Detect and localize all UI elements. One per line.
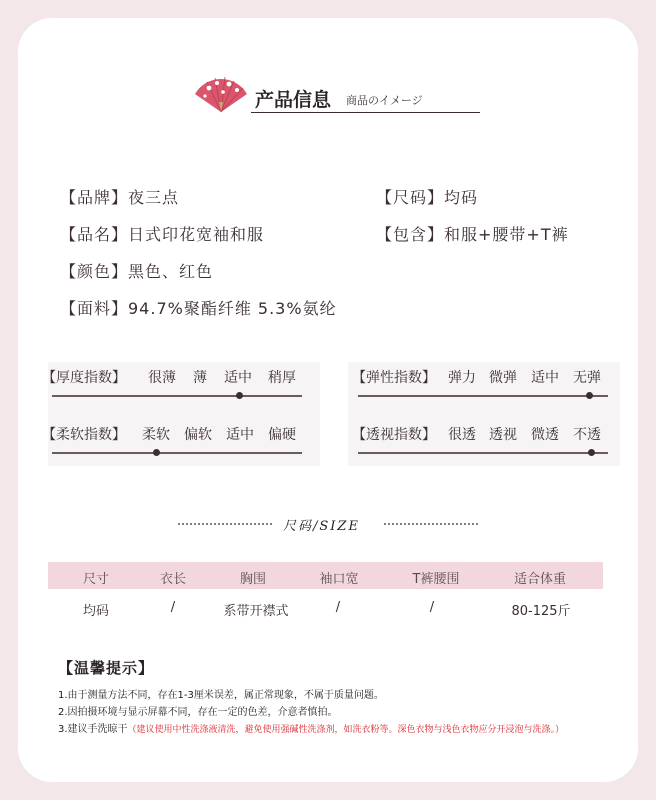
- elasticity-option-3: 适中: [531, 370, 559, 386]
- softness-option-4: 偏硬: [268, 427, 296, 443]
- folding-fan-icon: [193, 72, 249, 114]
- elasticity-marker: [586, 392, 593, 399]
- softness-option-2: 偏软: [184, 427, 212, 443]
- size-cell: /: [335, 600, 341, 615]
- info-includes: 【包含】和服+腰带+T裤: [376, 225, 569, 244]
- size-header-cell: 袖口宽: [319, 572, 359, 587]
- tip-line-3: [58, 720, 564, 735]
- thickness-option-1: 很薄: [148, 370, 176, 386]
- size-cell: 均码: [82, 604, 110, 619]
- transparency-marker: [588, 449, 595, 456]
- thickness-option-4: 稍厚: [268, 370, 296, 386]
- transparency-label: 【透视指数】: [352, 427, 436, 443]
- tip-line-1: 1.由于测量方法不同，存在1-3厘米误差，属正常现象，不属于质量问题。: [58, 690, 384, 701]
- section-title: 产品信息: [255, 89, 332, 111]
- thickness-scale: [52, 395, 302, 397]
- size-header-cell: T裤腰围: [412, 572, 460, 587]
- elasticity-label: 【弹性指数】: [352, 370, 436, 386]
- wash-care-note: （建议使用中性洗涤液清洗，避免使用强碱性洗涤剂，如洗衣粉等。深色衣物与浅色衣物应分开浸泡与洗涤。）: [127, 725, 565, 735]
- softness-option-1: 柔软: [142, 427, 170, 443]
- transparency-option-2: 透视: [489, 427, 517, 443]
- size-cell: 系带开襟式: [223, 604, 289, 619]
- size-header-cell: 适合体重: [513, 572, 567, 587]
- softness-marker: [153, 449, 160, 456]
- transparency-option-4: 不透: [573, 427, 601, 443]
- size-section-title: 尺码/SIZE: [283, 519, 360, 534]
- elasticity-option-4: 无弹: [573, 370, 601, 386]
- info-color: 【颜色】黑色、红色: [60, 262, 214, 281]
- size-cell: /: [429, 600, 435, 615]
- section-subtitle: 商品のイメージ: [346, 94, 423, 107]
- info-brand: 【品牌】夜三点: [60, 188, 180, 207]
- size-title-dots-left: [178, 523, 272, 525]
- tip-line-2: 2.因拍摄环境与显示屏幕不同，存在一定的色差，介意者慎拍。: [58, 707, 338, 718]
- size-title-dots-right: [384, 523, 478, 525]
- size-cell: /: [170, 600, 176, 615]
- elasticity-option-2: 微弹: [489, 370, 517, 386]
- softness-scale: [52, 452, 302, 454]
- size-header-cell: 尺寸: [82, 572, 110, 587]
- thickness-option-3: 适中: [224, 370, 252, 386]
- tip-line-3-prefix: 3.建议手洗晾干: [58, 724, 128, 735]
- info-size: 【尺码】均码: [376, 188, 479, 207]
- softness-label: 【柔软指数】: [42, 427, 126, 443]
- transparency-option-3: 微透: [531, 427, 559, 443]
- size-header-cell: 胸围: [239, 572, 267, 587]
- size-cell: 80-125斤: [511, 604, 571, 619]
- title-underline: [251, 112, 480, 113]
- transparency-scale: [358, 452, 608, 454]
- thickness-option-2: 薄: [193, 370, 207, 386]
- info-fabric: 【面料】94.7%聚酯纤维 5.3%氨纶: [60, 299, 337, 318]
- transparency-option-1: 很透: [448, 427, 476, 443]
- info-product-name: 【品名】日式印花宽袖和服: [60, 225, 265, 244]
- tips-title: 【温馨提示】: [58, 659, 155, 677]
- softness-option-3: 适中: [226, 427, 254, 443]
- thickness-marker: [236, 392, 243, 399]
- thickness-label: 【厚度指数】: [42, 370, 126, 386]
- size-header-cell: 衣长: [159, 572, 187, 587]
- elasticity-option-1: 弹力: [448, 370, 476, 386]
- elasticity-scale: [358, 395, 608, 397]
